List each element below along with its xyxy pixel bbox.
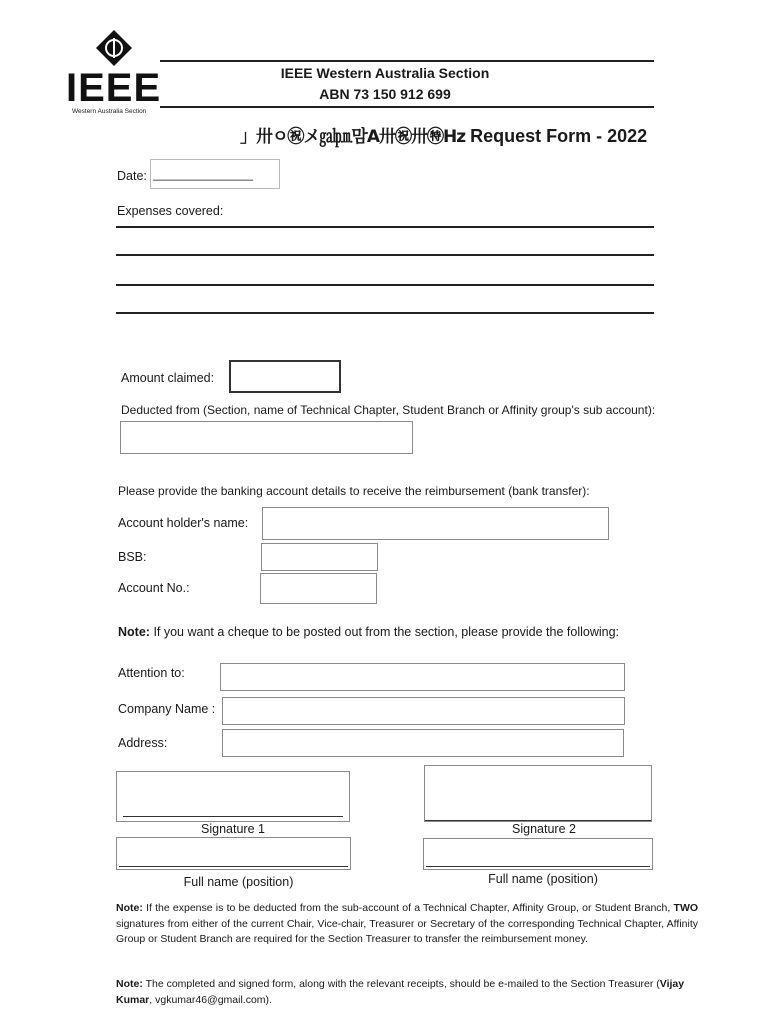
note-2-bold: Note: — [116, 978, 143, 990]
company-input[interactable] — [222, 697, 625, 725]
deducted-input[interactable] — [120, 421, 413, 454]
form-title-tail: Request Form - 2022 — [470, 126, 648, 146]
note-submission — [116, 977, 698, 1008]
treasurer-name: Vijay Kumar — [116, 978, 685, 1006]
holder-label: Account holder's name: — [118, 516, 249, 530]
fullname-2-box[interactable] — [423, 838, 653, 870]
note-1-two: TWO — [673, 902, 699, 914]
cheque-note — [118, 625, 619, 639]
signature-1-box[interactable] — [116, 771, 350, 822]
note-1-text-b: signatures from either of the current Chair, Vice-chair, Treasurer or Secretary of the corresponding Technical Chapter, Affinity Group or Student Branch are required for the Section Treasurer to transfer the reimbursement money. — [116, 917, 698, 945]
address-input[interactable] — [222, 729, 624, 757]
date-label: Date: — [117, 169, 147, 183]
form-title — [240, 122, 647, 147]
fullname-1-line — [119, 866, 348, 867]
expenses-line-2[interactable] — [116, 254, 654, 256]
deducted-label: Deducted from (Section, name of Technical Chapter, Student Branch or Affinity group's sub account): — [121, 403, 656, 417]
expenses-line-4[interactable] — [116, 312, 654, 314]
bsb-label: BSB: — [118, 550, 147, 564]
fullname-2-line — [426, 866, 650, 867]
ieee-logo — [66, 28, 166, 118]
note-signatures — [116, 901, 698, 948]
amount-label: Amount claimed: — [121, 371, 215, 385]
logo-text: IEEE — [66, 66, 162, 110]
date-blank: _______________ — [153, 167, 254, 181]
account-input[interactable] — [260, 573, 377, 604]
signature-1-label: Signature 1 — [201, 822, 265, 836]
signature-2-line — [425, 820, 651, 821]
banking-intro: Please provide the banking account details to receive the reimbursement (bank transfer): — [118, 484, 590, 498]
fullname-1-label: Full name (position) — [183, 875, 294, 889]
abn-number: ABN 73 150 912 699 — [319, 86, 451, 102]
signature-2-box[interactable] — [424, 765, 652, 822]
account-label: Account No.: — [118, 581, 190, 595]
note-2-text-b: , vgkumar46@gmail.com). — [149, 993, 272, 1006]
holder-input[interactable] — [262, 507, 609, 540]
note-1-text-a: If the expense is to be deducted from the sub-account of a Technical Chapter, Affinity Group, or Student Branch, — [146, 902, 671, 914]
cheque-note-text: If you want a cheque to be posted out from the section, please provide the following: — [153, 625, 620, 639]
note-1-bold: Note: — [116, 902, 143, 914]
note-2-text-a: The completed and signed form, along with the relevant receipts, should be e-mailed to the Section Treasurer ( — [145, 978, 660, 990]
address-label: Address: — [118, 736, 168, 750]
attention-input[interactable] — [220, 663, 625, 691]
date-field[interactable] — [150, 159, 280, 189]
expenses-line-3[interactable] — [116, 284, 654, 286]
bsb-input[interactable] — [261, 543, 378, 571]
header-rule-bottom — [160, 106, 654, 108]
section-name: IEEE Western Australia Section — [280, 65, 490, 81]
attention-label: Attention to: — [118, 666, 185, 680]
amount-input[interactable] — [229, 360, 341, 393]
fullname-2-label: Full name (position) — [488, 872, 598, 886]
company-label: Company Name : — [118, 702, 216, 716]
header-rule-top — [160, 60, 654, 62]
signature-2-label: Signature 2 — [512, 822, 576, 836]
expenses-line-1[interactable] — [116, 226, 654, 228]
cheque-note-bold: Note: — [118, 625, 150, 639]
logo-subtext: Western Australia Section — [72, 108, 147, 115]
form-title-garbled: 」卅ㅇ㊗メ㏿㏘맘A卅㊗卅㊕Hz — [240, 127, 466, 147]
fullname-1-box[interactable] — [116, 837, 351, 870]
signature-1-line — [123, 816, 343, 817]
expenses-label: Expenses covered: — [117, 204, 224, 218]
ieee-diamond-icon — [94, 28, 134, 68]
